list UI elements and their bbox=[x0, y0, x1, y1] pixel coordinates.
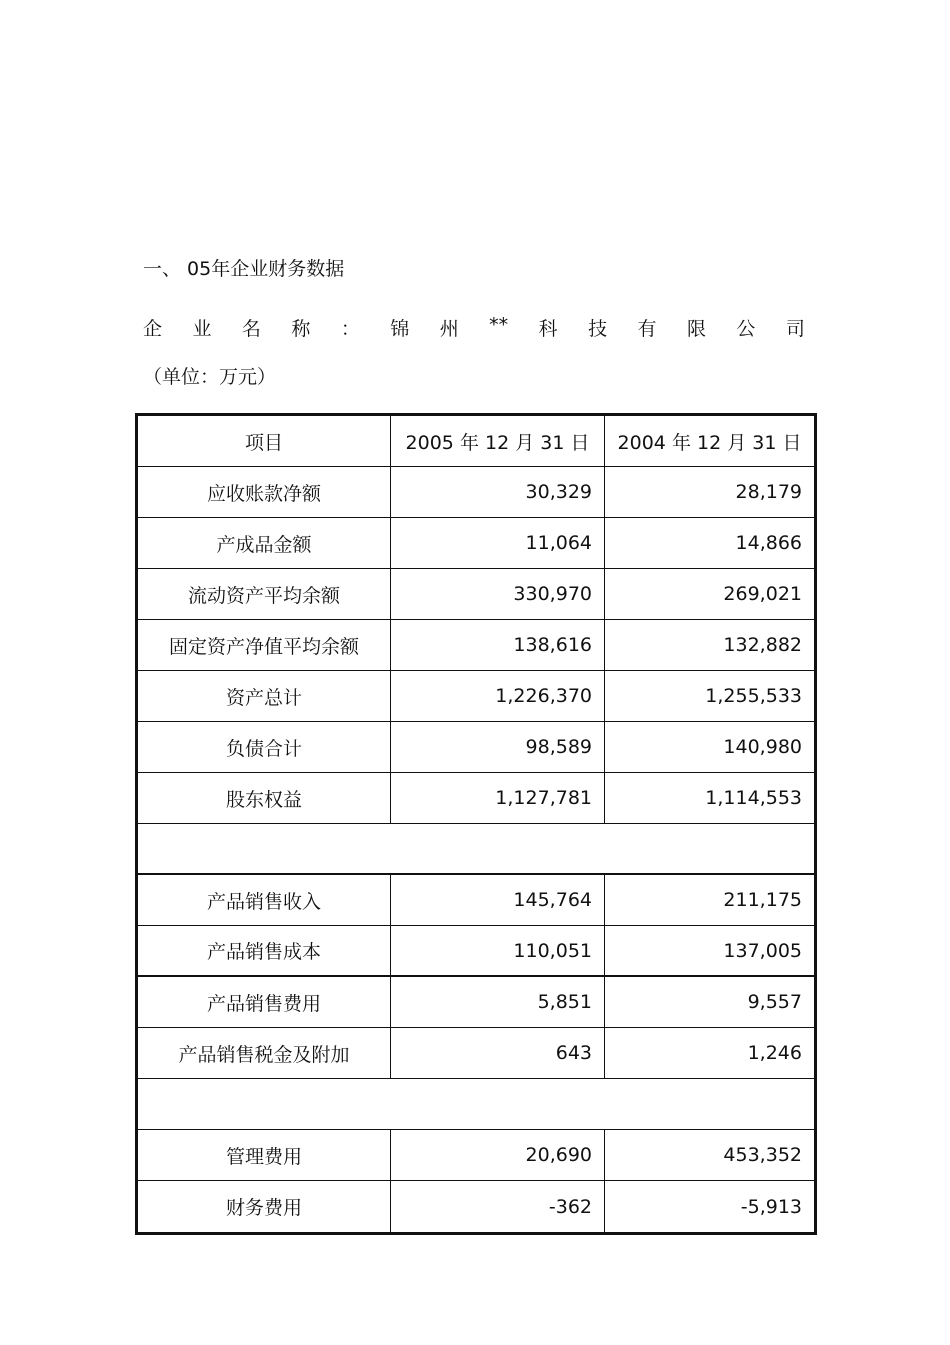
header-2004: 2004 年 12 月 31 日 bbox=[617, 431, 802, 454]
row-label: 产品销售成本 bbox=[138, 926, 391, 975]
value-2004: 269,021 bbox=[723, 583, 802, 605]
table-row bbox=[138, 773, 814, 824]
blank-separator-row bbox=[138, 1079, 814, 1130]
value-2004: 453,352 bbox=[723, 1144, 802, 1166]
table-row bbox=[138, 977, 814, 1028]
value-2005: 1,127,781 bbox=[391, 773, 605, 823]
value-2005: 20,690 bbox=[391, 1130, 605, 1180]
value-2005: 11,064 bbox=[391, 518, 605, 568]
value-2004: 9,557 bbox=[747, 991, 802, 1013]
value-2004: 1,114,553 bbox=[705, 787, 802, 809]
row-label: 资产总计 bbox=[138, 671, 391, 721]
company-char: 名 bbox=[241, 318, 261, 340]
value-2004: 140,980 bbox=[723, 736, 802, 758]
company-char: 锦 bbox=[390, 318, 410, 340]
table-row bbox=[138, 620, 814, 671]
value-2005: 138,616 bbox=[391, 620, 605, 670]
value-2005: 30,329 bbox=[391, 467, 605, 517]
row-label: 产成品金额 bbox=[138, 518, 391, 568]
table-header-row bbox=[138, 416, 814, 467]
table-row bbox=[138, 875, 814, 926]
value-2004: 211,175 bbox=[723, 889, 802, 911]
company-char: 企 bbox=[143, 318, 163, 340]
company-char: ： bbox=[340, 318, 360, 340]
value-2004: 1,255,533 bbox=[705, 685, 802, 707]
value-2005: 110,051 bbox=[391, 926, 605, 975]
value-2005: 643 bbox=[391, 1028, 605, 1078]
company-char: 有 bbox=[637, 318, 657, 340]
value-2005: 98,589 bbox=[391, 722, 605, 772]
table-row bbox=[138, 671, 814, 722]
value-2005: 5,851 bbox=[391, 977, 605, 1027]
row-label: 产品销售税金及附加 bbox=[138, 1028, 391, 1078]
row-label: 应收账款净额 bbox=[138, 467, 391, 517]
value-2004: 137,005 bbox=[723, 939, 802, 962]
table-row bbox=[138, 926, 814, 977]
value-2004: 1,246 bbox=[747, 1042, 802, 1064]
row-label: 产品销售收入 bbox=[138, 875, 391, 925]
company-char: 限 bbox=[686, 318, 706, 340]
value-2005: 145,764 bbox=[391, 875, 605, 925]
value-2004: 14,866 bbox=[735, 532, 802, 554]
row-label: 财务费用 bbox=[138, 1181, 391, 1232]
company-char: 称 bbox=[291, 318, 311, 340]
row-label: 股东权益 bbox=[138, 773, 391, 823]
table-row bbox=[138, 1181, 814, 1232]
table-row bbox=[138, 1028, 814, 1079]
value-2005: 1,226,370 bbox=[391, 671, 605, 721]
section-heading: 一、 05年企业财务数据 bbox=[143, 258, 345, 280]
company-char: 州 bbox=[439, 318, 459, 340]
company-char: 业 bbox=[192, 318, 212, 340]
value-2004: -5,913 bbox=[740, 1195, 802, 1218]
table-row bbox=[138, 1130, 814, 1181]
row-label: 固定资产净值平均余额 bbox=[138, 620, 391, 670]
company-char: 公 bbox=[736, 318, 756, 340]
unit-label: （单位：万元） bbox=[143, 366, 277, 388]
company-char: 司 bbox=[785, 318, 805, 340]
blank-separator-row bbox=[138, 824, 814, 875]
table-row bbox=[138, 467, 814, 518]
row-label: 负债合计 bbox=[138, 722, 391, 772]
header-item: 项目 bbox=[138, 416, 391, 466]
row-label: 流动资产平均余额 bbox=[138, 569, 391, 619]
row-label: 管理费用 bbox=[138, 1130, 391, 1180]
company-char: ** bbox=[489, 314, 509, 336]
value-2005: -362 bbox=[391, 1181, 605, 1232]
row-label: 产品销售费用 bbox=[138, 977, 391, 1027]
company-name-line bbox=[143, 314, 805, 341]
financial-table bbox=[135, 413, 817, 1235]
company-char: 科 bbox=[538, 318, 558, 340]
value-2005: 330,970 bbox=[391, 569, 605, 619]
header-2005: 2005 年 12 月 31 日 bbox=[391, 416, 605, 466]
value-2004: 28,179 bbox=[735, 481, 802, 503]
table-row bbox=[138, 518, 814, 569]
value-2004: 132,882 bbox=[723, 634, 802, 656]
table-row bbox=[138, 569, 814, 620]
company-char: 技 bbox=[588, 318, 608, 340]
table-row bbox=[138, 722, 814, 773]
